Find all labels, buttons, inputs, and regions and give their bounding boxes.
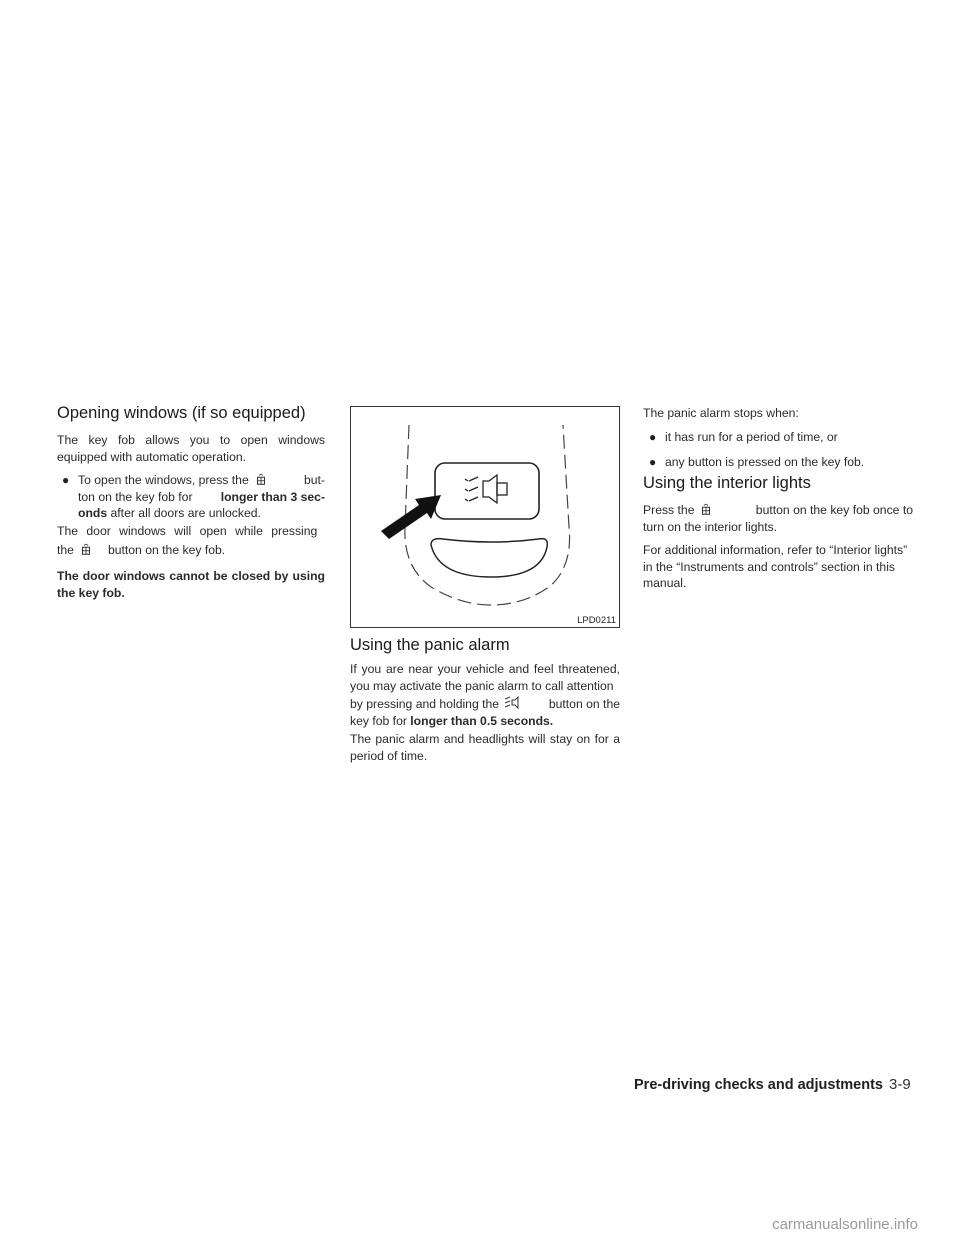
panic-alarm-duration: The panic alarm and headlights will stay on for a period of time.	[350, 732, 620, 763]
para2-rest: button on the key fob.	[107, 542, 226, 557]
bullet-marker: ●	[649, 430, 657, 444]
bullet-marker: ●	[62, 473, 70, 487]
bullet-text-line2: ton on the key fob for	[78, 489, 193, 504]
section-heading-opening-windows: Opening windows (if so equipped)	[57, 404, 306, 422]
bullet-open-windows	[78, 472, 325, 522]
car-light-icon	[253, 472, 269, 486]
footer-section-title: Pre-driving checks and adjustments	[634, 1077, 883, 1093]
key-fob-drawing	[351, 407, 619, 627]
car-light-icon	[78, 542, 94, 556]
interior-lights-reference: For additional information, refer to “Interior lights” in the “Instruments and controls” section in this manual.	[643, 543, 908, 590]
panic-p1-b: by pressing and holding the	[350, 697, 500, 711]
bullet-bold-onds: onds	[78, 506, 108, 520]
interior-lights-paragraph	[643, 502, 913, 535]
interior-p1-c: turn on the interior lights.	[643, 519, 778, 534]
panic-p1-d: key fob for	[350, 713, 407, 728]
page-footer	[634, 1076, 911, 1093]
figure-code: LPD0211	[577, 615, 616, 626]
watermark: carmanualsonline.info	[772, 1216, 918, 1233]
stop-condition-2: any button is pressed on the key fob.	[665, 455, 865, 469]
bullet-text-hyphen: but-	[303, 473, 325, 487]
para2-line1: The door windows will open while pressing	[57, 524, 318, 538]
bullet-text-prefix: To open the windows, press the	[78, 473, 249, 487]
panic-alarm-icon	[465, 475, 507, 503]
panic-p1-bold: longer than 0.5 seconds.	[410, 713, 554, 728]
panic-p1-c: button on the	[548, 697, 620, 711]
para2-the: the	[57, 542, 74, 557]
section-heading-interior-lights: Using the interior lights	[643, 474, 811, 492]
car-light-icon	[698, 502, 714, 516]
panic-alarm-icon	[503, 696, 521, 710]
interior-p1-b: button on the key fob once to	[755, 503, 913, 517]
key-fob-illustration	[350, 406, 620, 628]
page-number: 3-9	[889, 1076, 911, 1093]
stops-intro: The panic alarm stops when:	[643, 406, 799, 420]
bullet-marker: ●	[649, 455, 657, 469]
interior-p1-a: Press the	[643, 503, 695, 517]
section-heading-panic-alarm: Using the panic alarm	[350, 636, 510, 654]
stop-condition-1: it has run for a period of time, or	[665, 430, 838, 444]
panic-alarm-paragraph	[350, 661, 620, 729]
intro-paragraph: The key fob allows you to open windows equipped with automatic operation.	[57, 433, 325, 464]
bullet-bold-duration: longer than 3 sec-	[220, 489, 325, 504]
bullet-text-tail: after all doors are unlocked.	[110, 506, 261, 520]
pointer-arrow	[381, 495, 441, 539]
panic-p1-a: If you are near your vehicle and feel threatened, you may activate the panic alarm to call attention	[350, 662, 620, 693]
paragraph-door-windows	[57, 523, 325, 558]
warning-text: The door windows cannot be closed by using the key fob.	[57, 569, 325, 600]
